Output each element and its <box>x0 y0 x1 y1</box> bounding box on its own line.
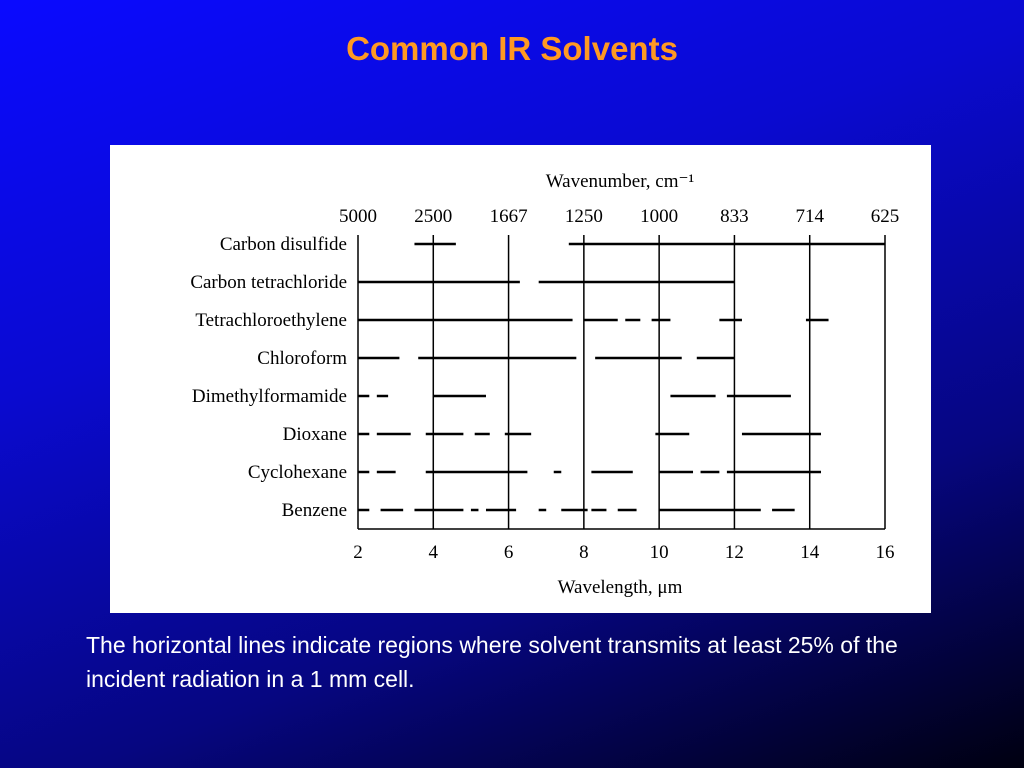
solvent-transmission-chart <box>110 145 931 613</box>
chart-panel <box>110 145 931 613</box>
x-tick-label: 6 <box>503 542 514 563</box>
x-tick-label: 16 <box>875 542 895 563</box>
top-tick-label: 1667 <box>489 206 528 227</box>
x-axis-title: Wavelength, μm <box>557 577 683 598</box>
slide-title: Common IR Solvents <box>346 30 678 67</box>
solvent-label: Carbon disulfide <box>219 234 347 255</box>
top-tick-label: 714 <box>795 206 824 227</box>
top-tick-label: 833 <box>720 206 749 227</box>
solvent-label: Chloroform <box>257 348 347 369</box>
slide-caption: The horizontal lines indicate regions where solvent transmits at least 25% of the incident radiation in a 1 mm cell. <box>86 632 898 692</box>
top-tick-label: 625 <box>870 206 900 227</box>
top-axis-title: Wavenumber, cm⁻¹ <box>545 171 695 192</box>
x-tick-label: 8 <box>579 542 589 563</box>
x-tick-label: 2 <box>353 542 363 563</box>
x-tick-label: 12 <box>724 542 744 563</box>
solvent-label: Benzene <box>281 500 347 521</box>
top-tick-label: 5000 <box>339 206 377 227</box>
top-tick-label: 2500 <box>414 206 453 227</box>
solvent-label: Cyclohexane <box>247 462 347 483</box>
x-tick-label: 14 <box>800 542 820 563</box>
solvent-label: Dioxane <box>282 424 347 445</box>
top-tick-label: 1250 <box>564 206 603 227</box>
solvent-label: Carbon tetrachloride <box>190 272 347 293</box>
x-tick-label: 4 <box>428 542 439 563</box>
solvent-label: Dimethylformamide <box>191 386 347 407</box>
x-tick-label: 10 <box>649 542 669 563</box>
solvent-label: Tetrachloroethylene <box>195 310 347 331</box>
top-tick-label: 1000 <box>640 206 679 227</box>
